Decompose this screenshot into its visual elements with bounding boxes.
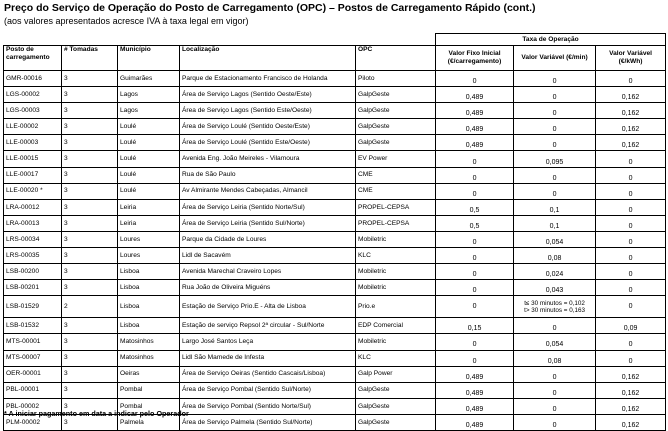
table-row [4, 350, 666, 366]
cell-valor-variavel-min: 0 [514, 318, 596, 334]
table-row [4, 87, 666, 103]
cell-valor-variavel-kwh: 0 [596, 183, 666, 199]
cell-municipio: Lagos [118, 87, 180, 103]
cell-opc: GalpGeste [356, 103, 436, 119]
cell-municipio: Matosinhos [118, 334, 180, 350]
cell-valor-fixo: 0,5 [436, 215, 514, 231]
cell-municipio: Leiria [118, 215, 180, 231]
cell-tomadas: 3 [62, 318, 118, 334]
cell-valor-fixo: 0 [436, 151, 514, 167]
taxa-operacao-header: Taxa de Operação [436, 34, 666, 46]
table-row [4, 183, 666, 199]
page-subtitle: (aos valores apresentados acresce IVA à taxa legal em vigor) [4, 16, 249, 26]
cell-municipio: Pombal [118, 382, 180, 398]
cell-posto: PLM-00002 [4, 414, 62, 430]
table-row [4, 231, 666, 247]
cell-valor-variavel-kwh: 0 [596, 167, 666, 183]
cell-tomadas: 3 [62, 280, 118, 296]
cell-valor-variavel-kwh: 0 [596, 231, 666, 247]
cell-valor-variavel-min: 0 [514, 103, 596, 119]
cell-localizacao: Área de Serviço Leiria (Sentido Norte/Sul) [180, 199, 356, 215]
cell-valor-variavel-min: 0,024 [514, 264, 596, 280]
cell-posto: PBL-00001 [4, 382, 62, 398]
cell-municipio: Oeiras [118, 366, 180, 382]
cell-municipio: Pombal [118, 398, 180, 414]
cell-tomadas: 3 [62, 151, 118, 167]
cell-valor-variavel-min: 0 [514, 71, 596, 87]
cell-localizacao: Estação de Serviço Prio.E - Alta de Lisboa [180, 296, 356, 318]
cell-localizacao: Área de Serviço Lagos (Sentido Oeste/Este) [180, 87, 356, 103]
cell-opc: KLC [356, 248, 436, 264]
cell-localizacao: Área de Serviço Pombal (Sentido Norte/Sul) [180, 398, 356, 414]
cell-posto: LSB-00200 [4, 264, 62, 280]
cell-tomadas: 3 [62, 366, 118, 382]
cell-opc: Prio.e [356, 296, 436, 318]
cell-municipio: Lisboa [118, 318, 180, 334]
footnote: * A iniciar pagamento em data a indicar pelo Operador [4, 409, 189, 418]
cell-localizacao: Av Almirante Mendes Cabeçadas, Almancil [180, 183, 356, 199]
cell-municipio: Lisboa [118, 264, 180, 280]
cell-tomadas: 3 [62, 382, 118, 398]
cell-valor-variavel-min: 0,054 [514, 334, 596, 350]
cell-opc: Piloto [356, 71, 436, 87]
cell-opc: KLC [356, 350, 436, 366]
cell-valor-variavel-kwh: 0,162 [596, 119, 666, 135]
table-row [4, 280, 666, 296]
cell-opc: GalpGeste [356, 414, 436, 430]
col-valor-variavel-kwh: Valor Variável (€/kWh) [596, 46, 666, 71]
cell-opc: Galp Power [356, 366, 436, 382]
cell-valor-fixo: 0 [436, 248, 514, 264]
page-title: Preço do Serviço de Operação do Posto de Carregamento (OPC) – Postos de Carregamento Rápido (cont.) [4, 2, 536, 14]
cell-localizacao: Lidl de Sacavém [180, 248, 356, 264]
cell-opc: Mobiletric [356, 264, 436, 280]
cell-valor-fixo: 0,489 [436, 398, 514, 414]
cell-posto: LLE-00020 * [4, 183, 62, 199]
table-row [4, 248, 666, 264]
cell-posto: LSB-01529 [4, 296, 62, 318]
col-opc: OPC [356, 46, 436, 71]
cell-valor-variavel-min: 0,08 [514, 350, 596, 366]
cell-valor-variavel-kwh: 0,162 [596, 103, 666, 119]
cell-opc: EDP Comercial [356, 318, 436, 334]
cell-valor-variavel-min: 0,043 [514, 280, 596, 296]
cell-opc: CME [356, 183, 436, 199]
cell-municipio: Matosinhos [118, 350, 180, 366]
cell-localizacao: Avenida Marechal Craveiro Lopes [180, 264, 356, 280]
cell-valor-variavel-kwh: 0,162 [596, 87, 666, 103]
cell-valor-fixo: 0,489 [436, 414, 514, 430]
cell-valor-variavel-kwh: 0 [596, 215, 666, 231]
cell-valor-fixo: 0,5 [436, 199, 514, 215]
cell-posto: LGS-00003 [4, 103, 62, 119]
cell-valor-variavel-min: 0,095 [514, 151, 596, 167]
cell-opc: GalpGeste [356, 382, 436, 398]
cell-localizacao: Lidl São Mamede de Infesta [180, 350, 356, 366]
cell-municipio: Guimarães [118, 71, 180, 87]
cell-valor-fixo: 0,489 [436, 382, 514, 398]
cell-localizacao: Rua de São Paulo [180, 167, 356, 183]
cell-municipio: Loures [118, 248, 180, 264]
cell-valor-fixo: 0 [436, 334, 514, 350]
cell-localizacao: Parque de Estacionamento Francisco de Holanda [180, 71, 356, 87]
cell-valor-variavel-kwh: 0,162 [596, 382, 666, 398]
cell-tomadas: 3 [62, 215, 118, 231]
cell-valor-variavel-kwh: 0,162 [596, 414, 666, 430]
cell-opc: PROPEL-CEPSA [356, 215, 436, 231]
cell-localizacao: Largo José Santos Leça [180, 334, 356, 350]
cell-posto: LLE-00003 [4, 135, 62, 151]
cell-posto: LLE-00017 [4, 167, 62, 183]
table-row [4, 264, 666, 280]
cell-municipio: Loures [118, 231, 180, 247]
cell-localizacao: Área de Serviço Pombal (Sentido Sul/Norte) [180, 382, 356, 398]
pricing-table [3, 33, 666, 431]
cell-valor-variavel-kwh: 0,162 [596, 398, 666, 414]
cell-tomadas: 3 [62, 183, 118, 199]
cell-valor-variavel-kwh: 0 [596, 264, 666, 280]
cell-posto: LGS-00002 [4, 87, 62, 103]
table-row [4, 334, 666, 350]
cell-posto: LSB-00201 [4, 280, 62, 296]
col-tomadas: # Tomadas [62, 46, 118, 71]
cell-localizacao: Área de Serviço Oeiras (Sentido Cascais/Lisboa) [180, 366, 356, 382]
cell-valor-fixo: 0,489 [436, 103, 514, 119]
cell-tomadas: 3 [62, 87, 118, 103]
table-row [4, 119, 666, 135]
cell-posto: LLE-00002 [4, 119, 62, 135]
cell-localizacao: Parque da Cidade de Loures [180, 231, 356, 247]
cell-posto: LSB-01532 [4, 318, 62, 334]
cell-valor-variavel-min: 0 [514, 119, 596, 135]
cell-localizacao: Área de Serviço Leiria (Sentido Sul/Norte) [180, 215, 356, 231]
col-posto: Posto de carregamento [4, 46, 62, 71]
cell-posto: PBL-00002 [4, 398, 62, 414]
cell-valor-variavel-kwh: 0 [596, 280, 666, 296]
cell-opc: GalpGeste [356, 398, 436, 414]
cell-posto: LRS-00034 [4, 231, 62, 247]
cell-posto: OER-00001 [4, 366, 62, 382]
cell-localizacao: Área de Serviço Lagos (Sentido Este/Oeste) [180, 103, 356, 119]
cell-valor-variavel-min: 0,1 [514, 199, 596, 215]
cell-tomadas: 3 [62, 71, 118, 87]
cell-localizacao: Área de Serviço Loulé (Sentido Oeste/Este) [180, 119, 356, 135]
cell-localizacao: Estação de serviço Repsol 2ª circular - Sul/Norte [180, 318, 356, 334]
cell-valor-variavel-min: 0 [514, 135, 596, 151]
cell-valor-variavel-min: 0,1 [514, 215, 596, 231]
cell-valor-fixo: 0 [436, 71, 514, 87]
table-row [4, 382, 666, 398]
cell-valor-fixo: 0 [436, 167, 514, 183]
cell-valor-fixo: 0 [436, 231, 514, 247]
cell-tomadas: 3 [62, 414, 118, 430]
cell-municipio: Loulé [118, 151, 180, 167]
cell-valor-variavel-kwh: 0 [596, 248, 666, 264]
cell-valor-variavel-min: 0,054 [514, 231, 596, 247]
cell-valor-variavel-min: 0,08 [514, 248, 596, 264]
cell-localizacao: Avenida Eng. João Meireles - Vilamoura [180, 151, 356, 167]
cell-valor-variavel-min: 0 [514, 183, 596, 199]
table-body [4, 71, 666, 431]
cell-opc: GalpGeste [356, 119, 436, 135]
cell-posto: GMR-00016 [4, 71, 62, 87]
cell-localizacao: Área de Serviço Palmela (Sentido Sul/Norte) [180, 414, 356, 430]
cell-tomadas: 3 [62, 334, 118, 350]
table-row [4, 71, 666, 87]
cell-opc: Mobiletric [356, 334, 436, 350]
cell-valor-fixo: 0 [436, 280, 514, 296]
cell-opc: GalpGeste [356, 87, 436, 103]
cell-tomadas: 2 [62, 296, 118, 318]
cell-tomadas: 3 [62, 167, 118, 183]
cell-municipio: Lagos [118, 103, 180, 119]
table-row [4, 135, 666, 151]
col-valor-variavel-min: Valor Variável (€/min) [514, 46, 596, 71]
cell-municipio: Loulé [118, 183, 180, 199]
cell-posto: MTS-00007 [4, 350, 62, 366]
cell-municipio: Leiria [118, 199, 180, 215]
cell-posto: LLE-00015 [4, 151, 62, 167]
cell-opc: CME [356, 167, 436, 183]
cell-municipio: Loulé [118, 135, 180, 151]
cell-valor-variavel-kwh: 0 [596, 334, 666, 350]
cell-opc: GalpGeste [356, 135, 436, 151]
cell-valor-variavel-min: 0 [514, 366, 596, 382]
cell-valor-variavel-kwh: 0,162 [596, 366, 666, 382]
cell-tomadas: 3 [62, 199, 118, 215]
table-row [4, 103, 666, 119]
cell-valor-variavel-kwh: 0,09 [596, 318, 666, 334]
cell-valor-fixo: 0 [436, 296, 514, 318]
cell-valor-variavel-kwh: 0 [596, 71, 666, 87]
cell-valor-variavel-min: 0 [514, 87, 596, 103]
table-row [4, 366, 666, 382]
cell-valor-variavel-kwh: 0 [596, 296, 666, 318]
cell-municipio: Lisboa [118, 296, 180, 318]
cell-municipio: Loulé [118, 167, 180, 183]
cell-valor-fixo: 0 [436, 183, 514, 199]
cell-valor-fixo: 0 [436, 350, 514, 366]
cell-valor-fixo: 0,489 [436, 87, 514, 103]
cell-tomadas: 3 [62, 248, 118, 264]
cell-tomadas: 3 [62, 398, 118, 414]
cell-tomadas: 3 [62, 103, 118, 119]
cell-valor-fixo: 0,489 [436, 366, 514, 382]
col-valor-fixo: Valor Fixo Inicial (€/carregamento) [436, 46, 514, 71]
cell-valor-variavel-kwh: 0 [596, 199, 666, 215]
cell-tomadas: 3 [62, 231, 118, 247]
cell-valor-variavel-kwh: 0,162 [596, 135, 666, 151]
table-row [4, 296, 666, 318]
col-municipio: Município [118, 46, 180, 71]
cell-posto: LRA-00012 [4, 199, 62, 215]
cell-opc: Mobiletric [356, 231, 436, 247]
cell-valor-variavel-min: 0 [514, 382, 596, 398]
cell-municipio: Loulé [118, 119, 180, 135]
cell-valor-variavel-kwh: 0 [596, 151, 666, 167]
cell-valor-fixo: 0,489 [436, 135, 514, 151]
cell-municipio: Lisboa [118, 280, 180, 296]
cell-posto: LRS-00035 [4, 248, 62, 264]
cell-opc: EV Power [356, 151, 436, 167]
col-localizacao: Localização [180, 46, 356, 71]
cell-posto: MTS-00001 [4, 334, 62, 350]
cell-localizacao: Área de Serviço Loulé (Sentido Este/Oeste) [180, 135, 356, 151]
table-row [4, 151, 666, 167]
table-row [4, 199, 666, 215]
table-row [4, 167, 666, 183]
cell-valor-fixo: 0,15 [436, 318, 514, 334]
cell-posto: LRA-00013 [4, 215, 62, 231]
cell-tomadas: 3 [62, 119, 118, 135]
cell-localizacao: Rua João de Oliveira Miguéns [180, 280, 356, 296]
cell-opc: Mobiletric [356, 280, 436, 296]
cell-valor-variavel-kwh: 0 [596, 350, 666, 366]
cell-valor-fixo: 0 [436, 264, 514, 280]
cell-valor-variavel-min: t≤ 30 minutos = 0,102 t> 30 minutos = 0,163 [514, 296, 596, 318]
cell-tomadas: 3 [62, 350, 118, 366]
cell-valor-variavel-min: 0 [514, 167, 596, 183]
cell-opc: PROPEL-CEPSA [356, 199, 436, 215]
table-row [4, 215, 666, 231]
cell-valor-variavel-min: 0 [514, 414, 596, 430]
cell-valor-variavel-min: 0 [514, 398, 596, 414]
cell-tomadas: 3 [62, 264, 118, 280]
cell-tomadas: 3 [62, 135, 118, 151]
cell-municipio: Palmela [118, 414, 180, 430]
cell-valor-fixo: 0,489 [436, 119, 514, 135]
table-row [4, 318, 666, 334]
